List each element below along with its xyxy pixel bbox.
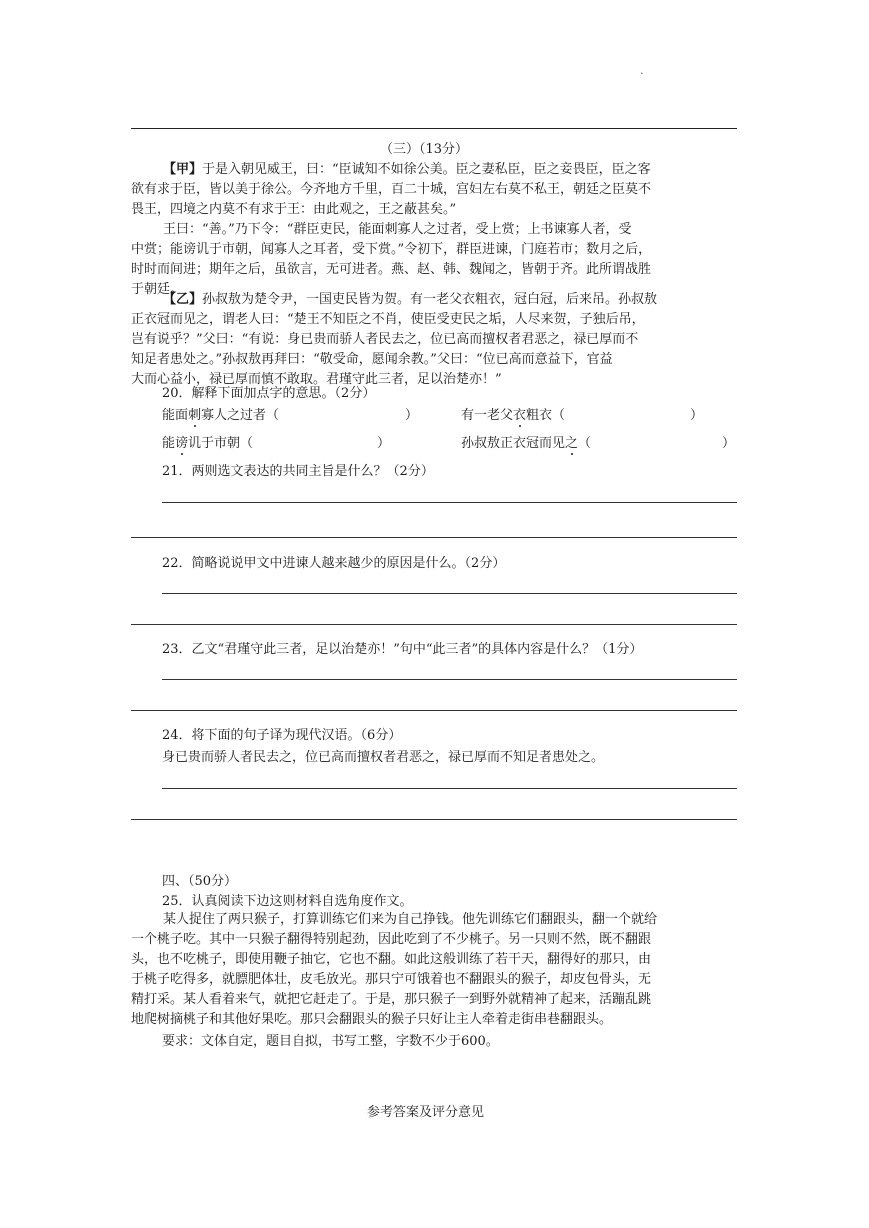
- q20-item-4-close: ）: [722, 436, 736, 451]
- yi-line-1: 孙叔敖为楚令尹，一国吏民皆为贺。有一老父衣粗衣，冠白冠，后来吊。孙叔敖: [202, 292, 658, 307]
- q20-item-1: 能面刺寡人之过者（: [162, 404, 279, 423]
- q25-stem: 25．认真阅读下边这则材料自选角度作文。: [162, 894, 413, 909]
- tag-yi: 【乙】: [163, 292, 203, 307]
- q20-item-1-close: ）: [405, 408, 419, 423]
- section4-heading: 四、（50分）: [162, 874, 238, 889]
- q20-item-2-close: ）: [690, 408, 704, 423]
- q23-stem: 23．乙文“君瑾守此三者，足以治楚亦！”句中“此三者”的具体内容是什么？（1分）: [162, 642, 643, 657]
- material-line-2: 一个桃子吃。其中一只猴子翻得特别起劲，因此吃到了不少桃子。另一只则不然，既不翻跟: [131, 932, 652, 947]
- jia-p2-line-1: 王曰：“善。”乃下令：“群臣吏民，能面刺寡人之过者，受上赏；上书谏寡人者，受: [163, 222, 632, 237]
- q23-answer-line-2[interactable]: [131, 710, 737, 711]
- jia-p2-line-2: 中赏；能谤讥于市朝，闻寡人之耳者，受下赏。”令初下，群臣进谏，门庭若市；数月之后，: [131, 242, 652, 257]
- q20-answer-3[interactable]: [270, 432, 370, 450]
- q21-stem: 21．两则选文表达的共同主旨是什么？（2分）: [162, 464, 434, 479]
- passage-jia: [131, 160, 737, 220]
- jia-line-3: 畏王，四境之内莫不有求于王：由此观之，王之蔽甚矣。”: [131, 202, 457, 217]
- q23-answer-line-1[interactable]: [162, 679, 737, 680]
- jia-p2-line-3: 时时而间进；期年之后，虽欲言，无可进者。燕、赵、韩、魏闻之，皆朝于齐。此所谓战胜: [131, 262, 652, 277]
- yi-line-3: 岂有说乎？”父曰：“有说：身已贵而骄人者民去之，位已高而擅权者君恶之，禄已厚而不: [131, 332, 639, 347]
- q20-answer-2[interactable]: [590, 404, 686, 422]
- q20-answer-4[interactable]: [612, 432, 712, 450]
- dotted-char: 刺: [188, 404, 201, 423]
- q22-answer-line-1[interactable]: [162, 593, 737, 594]
- q21-answer-line-1[interactable]: [162, 502, 737, 503]
- jia-line-1: 于是入朝见威王，曰：“臣诚知不如徐公美。臣之妻私臣，臣之妾畏臣，臣之客: [202, 162, 651, 177]
- q22-answer-line-2[interactable]: [131, 624, 737, 625]
- jia-p2-line-4: 于朝廷。: [131, 282, 184, 297]
- material-line-3: 头，也不吃桃子，即使用鞭子抽它，它也不翻。如此这般训练了若干天，翻得好的那只，由: [131, 952, 652, 967]
- dotted-char: 谤: [175, 432, 188, 451]
- material-line-4: 于桃子吃得多，就膘肥体壮，皮毛放光。那只宁可饿着也不翻跟头的猴子，却皮包骨头，无: [131, 972, 652, 987]
- corner-mark: .: [640, 64, 644, 77]
- q24-answer-line-2[interactable]: [131, 819, 737, 820]
- dotted-char: 之: [565, 432, 578, 451]
- passage-jia-para2: [131, 220, 737, 300]
- material-line-5: 精打采。某人看着来气，就把它赶走了。于是，那只猴子一到野外就精神了起来，活蹦乱跳: [131, 992, 652, 1007]
- q24-sentence: 身已贵而骄人者民去之，位已高而擅权者君恶之，禄已厚而不知足者患处之。: [162, 750, 605, 765]
- tag-jia: 【甲】: [163, 162, 203, 177]
- yi-line-2: 正衣冠而见之，谓老人曰：“楚王不知臣之不肖，使臣受吏民之垢，人尽来贺，子独后吊，: [131, 312, 645, 327]
- passage-yi: [131, 290, 737, 390]
- yi-line-4: 知足者患处之。”孙叔敖再拜曰：“敬受命，愿闻余教。”父曰：“位已高而意益下，官益: [131, 352, 613, 367]
- q24-answer-line-1[interactable]: [162, 788, 737, 789]
- material-line-1: 某人捉住了两只猴子，打算训练它们来为自己挣钱。他先训练它们翻跟头，翻一个就给: [163, 912, 658, 927]
- jia-line-2: 欲有求于臣，皆以美于徐公。今齐地方千里，百二十城，宫妇左右莫不私王，朝廷之臣莫不: [131, 182, 652, 197]
- answer-key-heading: 参考答案及评分意见: [367, 1105, 485, 1120]
- q22-stem: 22．简略说说甲文中进谏人越来越少的原因是什么。（2分）: [162, 556, 506, 571]
- q20-answer-1[interactable]: [300, 404, 400, 422]
- q20-item-4: 孙叔敖正衣冠而见之（: [461, 432, 591, 451]
- material-line-6: 地爬树摘桃子和其他好果吃。那只会翻跟头的猴子只好让主人牵着走街串巷翻跟头。: [131, 1012, 613, 1027]
- yi-line-5: 大而心益小，禄已厚而慎不敢取。君瑾守此三者，足以治楚亦！”: [131, 372, 502, 387]
- q24-stem: 24．将下面的句子译为现代汉语。（6分）: [162, 728, 402, 743]
- dotted-char: 衣: [513, 404, 526, 423]
- q20-item-3: 能谤讥于市朝（: [162, 432, 253, 451]
- top-rule: [131, 128, 737, 129]
- q20-item-2: 有一老父衣粗衣（: [461, 404, 565, 423]
- essay-requirement: 要求：文体自定，题目自拟，书写工整，字数不少于600。: [162, 1034, 499, 1049]
- q20-item-3-close: ）: [377, 436, 391, 451]
- q20-stem: 20．解释下面加点字的意思。（2分）: [162, 386, 376, 401]
- section-heading: （三）（13分）: [380, 142, 469, 157]
- essay-material: [131, 910, 737, 1030]
- q21-answer-line-2[interactable]: [131, 537, 737, 538]
